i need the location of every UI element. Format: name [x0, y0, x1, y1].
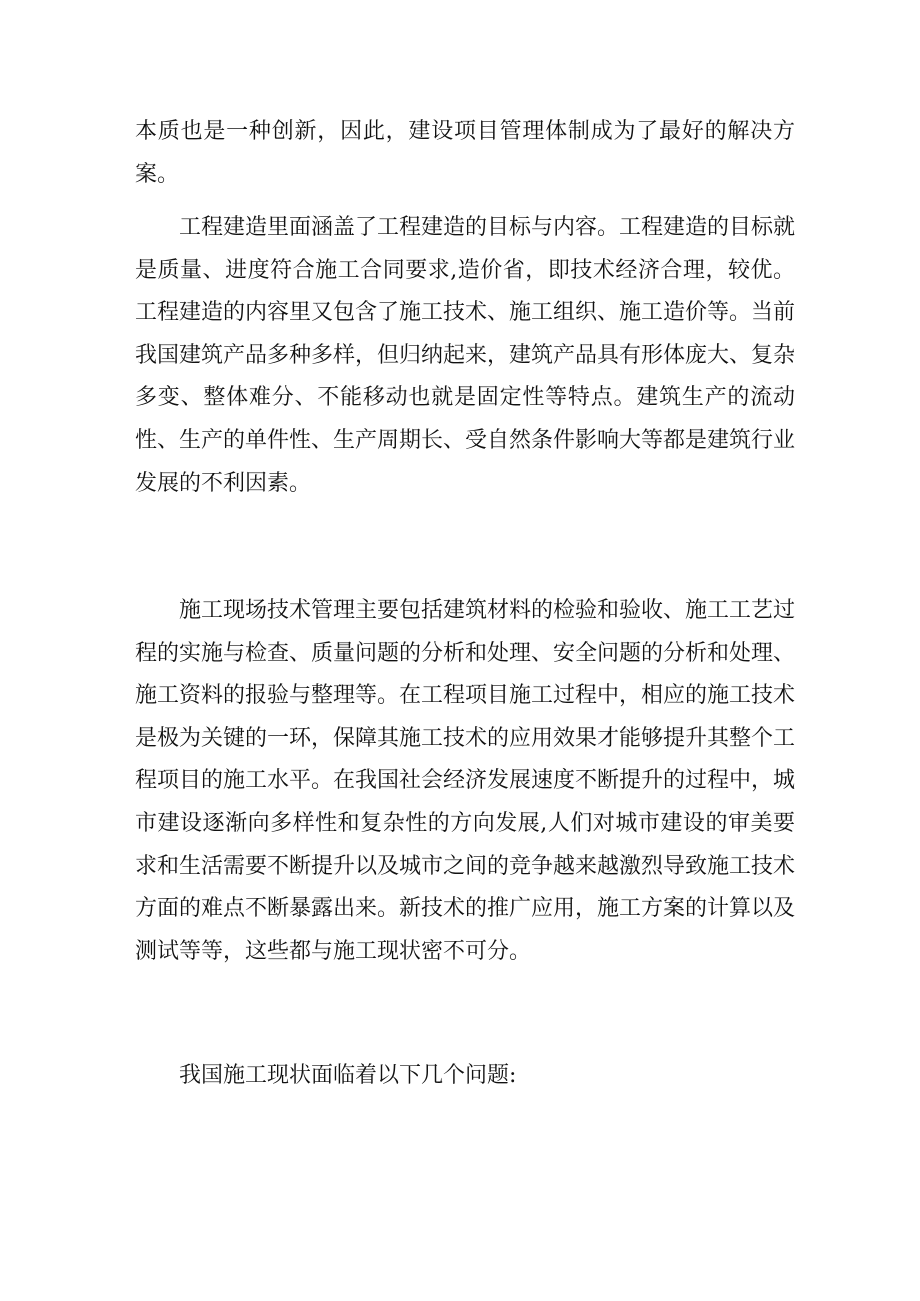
paragraph-problems-intro: 我国施工现状面临着以下几个问题:	[179, 1063, 517, 1088]
paragraph-continuation: 本质也是一种创新，因此，建设项目管理体制成为了最好的解决方案。	[135, 119, 795, 187]
paragraph-construction-goals: 工程建造里面涵盖了工程建造的目标与内容。工程建造的目标就是质量、进度符合施工合同要求,造价省，即技术经济合理，较优。工程建造的内容里又包含了施工技术、施工组织、施工造价等。当前我国建筑产品多种多样，但归纳起来，建筑产品具有形体庞大、复杂多变、整体难分、不能移动也就是固定性等特点。建筑生产的流动性、生产的单件性、生产周期长、受自然条件影响大等都是建筑行业发展的不利因素。	[135, 215, 796, 496]
paragraph-site-technical-management: 施工现场技术管理主要包括建筑材料的检验和验收、施工工艺过程的实施与检查、质量问题的分析和处理、安全问题的分析和处理、施工资料的报验与整理等。在工程项目施工过程中，相应的施工技术是极为关键的一环，保障其施工技术的应用效果才能够提升其整个工程项目的施工水平。在我国社会经济发展速度不断提升的过程中，城市建设逐渐向多样性和复杂性的方向发展,人们对城市建设的审美要求和生活需要不断提升以及城市之间的竞争越来越激烈导致施工技术方面的难点不断暴露出来。新技术的推广应用，施工方案的计算以及测试等等，这些都与施工现状密不可分。	[135, 598, 796, 964]
